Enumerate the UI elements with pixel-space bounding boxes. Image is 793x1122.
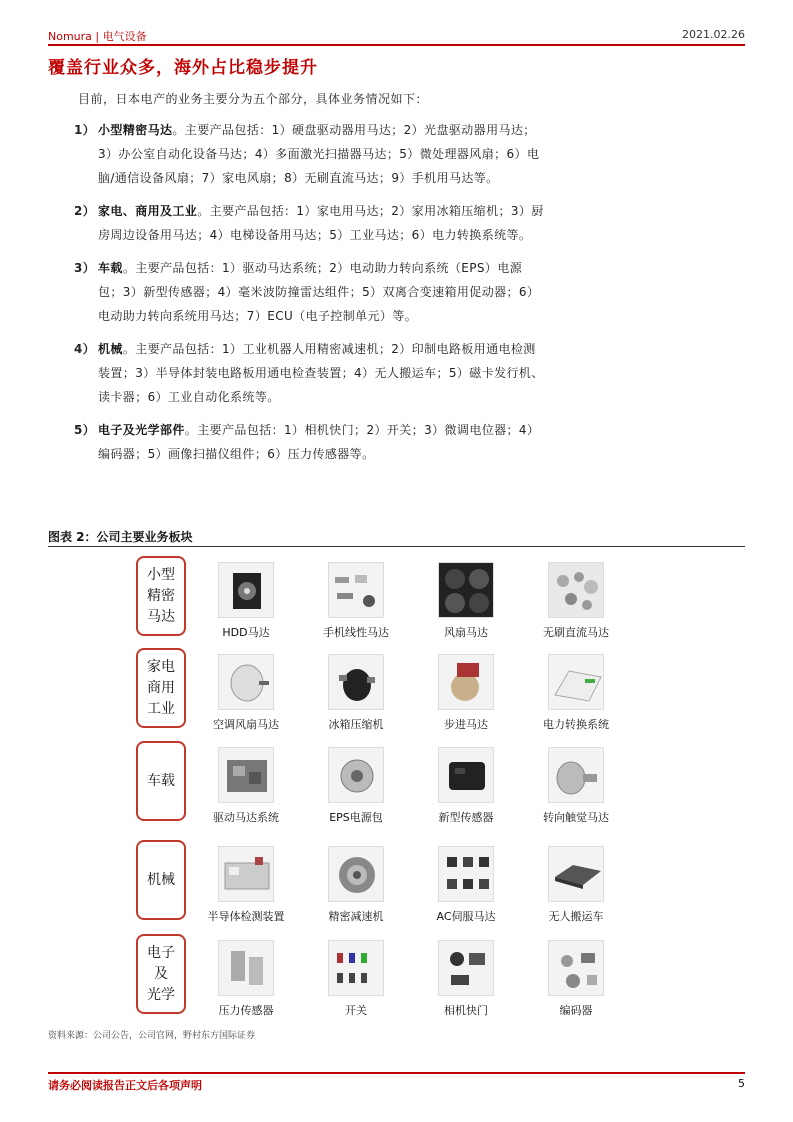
- product-label: 电力转换系统: [543, 718, 609, 731]
- product-card: [411, 846, 521, 924]
- product-label: 空调风扇马达: [213, 718, 279, 731]
- product-card: [411, 747, 521, 825]
- product-label: EPS电源包: [329, 811, 383, 824]
- product-card: [521, 654, 631, 732]
- list-item: [74, 199, 544, 247]
- list-item-number: 1）: [74, 123, 96, 137]
- fan-motor-image: [438, 562, 494, 618]
- product-label: AC伺服马达: [436, 910, 496, 923]
- product-label: 驱动马达系统: [213, 811, 279, 824]
- list-item-heading: 家电、商用及工业: [98, 204, 198, 218]
- drive-motor-image: [218, 747, 274, 803]
- header-date: 2021.02.26: [682, 28, 745, 41]
- header-brand: Nomura | 电气设备: [48, 30, 147, 43]
- product-card: [301, 562, 411, 640]
- category-box: 电子 及 光学: [136, 934, 186, 1014]
- list-item-number: 3）: [74, 261, 96, 275]
- category-box: 家电 商用 工业: [136, 648, 186, 728]
- product-card: [301, 747, 411, 825]
- list-item-text: 。主要产品包括：1）工业机器人用精密减速机；2）印制电路板用通电检测装置；3）半导体封装电路板用通电检查装置；4）无人搬运车；5）磁卡发行机、读卡器；6）工业自动化系统等。: [98, 342, 544, 404]
- section-title: 覆盖行业众多，海外占比稳步提升: [48, 58, 318, 78]
- list-item: [74, 337, 544, 409]
- page-number: 5: [738, 1077, 745, 1090]
- product-card: [301, 654, 411, 732]
- steering-motor-image: [548, 747, 604, 803]
- figure-row: [48, 552, 745, 648]
- list-item-text: 。主要产品包括：1）硬盘驱动器用马达；2）光盘驱动器用马达；3）办公室自动化设备马达；4）多面激光扫描器马达；5）微处理器风扇；6）电脑/通信设备风扇；7）家电风扇；8）无刷直流马达；9）手机用马达等。: [98, 123, 540, 185]
- product-label: 压力传感器: [218, 1004, 274, 1017]
- linear-motor-image: [328, 562, 384, 618]
- product-label: 新型传感器: [438, 811, 494, 824]
- category-box: 车载: [136, 741, 186, 821]
- category-box: 机械: [136, 840, 186, 920]
- product-label: 无刷直流马达: [543, 626, 609, 639]
- semiconductor-tester-image: [218, 846, 274, 902]
- product-card: [411, 940, 521, 1018]
- product-label: 手机线性马达: [323, 626, 389, 639]
- pressure-sensor-image: [218, 940, 274, 996]
- stepper-motor-image: [438, 654, 494, 710]
- encoder-image: [548, 940, 604, 996]
- footer-disclaimer: 请务必阅读报告正文后各项声明: [48, 1079, 202, 1092]
- figure-row: [48, 644, 745, 740]
- product-label: 风扇马达: [444, 626, 488, 639]
- product-card: [301, 940, 411, 1018]
- servo-motor-image: [438, 846, 494, 902]
- compressor-image: [328, 654, 384, 710]
- product-label: 编码器: [559, 1004, 593, 1017]
- camera-shutter-image: [438, 940, 494, 996]
- ac-fan-motor-image: [218, 654, 274, 710]
- product-label: 步进马达: [444, 718, 488, 731]
- list-item-heading: 车载: [98, 261, 123, 275]
- switch-image: [328, 940, 384, 996]
- figure-row: [48, 737, 745, 833]
- list-item-number: 2）: [74, 204, 96, 218]
- list-item: [74, 118, 544, 190]
- product-label: 冰箱压缩机: [328, 718, 384, 731]
- list-item-heading: 小型精密马达: [98, 123, 173, 137]
- reducer-image: [328, 846, 384, 902]
- page-header: [48, 26, 745, 44]
- product-label: 转向触觉马达: [543, 811, 609, 824]
- sensor-image: [438, 747, 494, 803]
- business-list: [74, 118, 544, 475]
- list-item-text: 。主要产品包括：1）家电用马达；2）家用冰箱压缩机；3）厨房周边设备用马达；4）电梯设备用马达；5）工业马达；6）电力转换系统等。: [98, 204, 544, 242]
- header-rule: [48, 44, 745, 46]
- product-label: 半导体检测装置: [207, 910, 285, 923]
- source-note: 资料来源：公司公告，公司官网，野村东方国际证券: [48, 1031, 256, 1041]
- product-card: [191, 654, 301, 732]
- list-item: [74, 418, 544, 466]
- product-label: HDD马达: [222, 626, 270, 639]
- product-card: [521, 846, 631, 924]
- product-card: [191, 940, 301, 1018]
- category-box: 小型 精密 马达: [136, 556, 186, 636]
- product-card: [521, 940, 631, 1018]
- figure-rule: [48, 546, 745, 547]
- bldc-motor-image: [548, 562, 604, 618]
- product-card: [411, 562, 521, 640]
- figure-row: [48, 836, 745, 932]
- list-item-heading: 电子及光学部件: [98, 423, 185, 437]
- list-item-text: 。主要产品包括：1）驱动马达系统；2）电动助力转向系统（EPS）电源包；3）新型传感器；4）毫米波防撞雷达组件；5）双离合变速箱用促动器；6）电动助力转向系统用马达；7）ECU（电子控制单元）等。: [98, 261, 540, 323]
- list-item: [74, 256, 544, 328]
- product-card: [191, 747, 301, 825]
- product-card: [521, 747, 631, 825]
- product-card: [191, 562, 301, 640]
- agv-image: [548, 846, 604, 902]
- power-conversion-image: [548, 654, 604, 710]
- product-card: [411, 654, 521, 732]
- product-label: 无人搬运车: [548, 910, 604, 923]
- product-card: [301, 846, 411, 924]
- list-item-heading: 机械: [98, 342, 123, 356]
- footer-rule: [48, 1072, 745, 1074]
- figure-title: 图表 2：公司主要业务板块: [48, 530, 193, 544]
- product-label: 精密减速机: [328, 910, 384, 923]
- list-item-number: 4）: [74, 342, 96, 356]
- eps-pack-image: [328, 747, 384, 803]
- product-label: 开关: [345, 1004, 367, 1017]
- product-card: [191, 846, 301, 924]
- intro-paragraph: 目前，日本电产的业务主要分为五个部分，具体业务情况如下：: [78, 92, 429, 106]
- list-item-number: 5）: [74, 423, 96, 437]
- figure-row: [48, 930, 745, 1026]
- list-item-text: 。主要产品包括：1）相机快门；2）开关；3）微调电位器；4）编码器；5）画像扫描仪组件；6）压力传感器等。: [98, 423, 540, 461]
- product-card: [521, 562, 631, 640]
- hdd-motor-image: [218, 562, 274, 618]
- product-label: 相机快门: [444, 1004, 488, 1017]
